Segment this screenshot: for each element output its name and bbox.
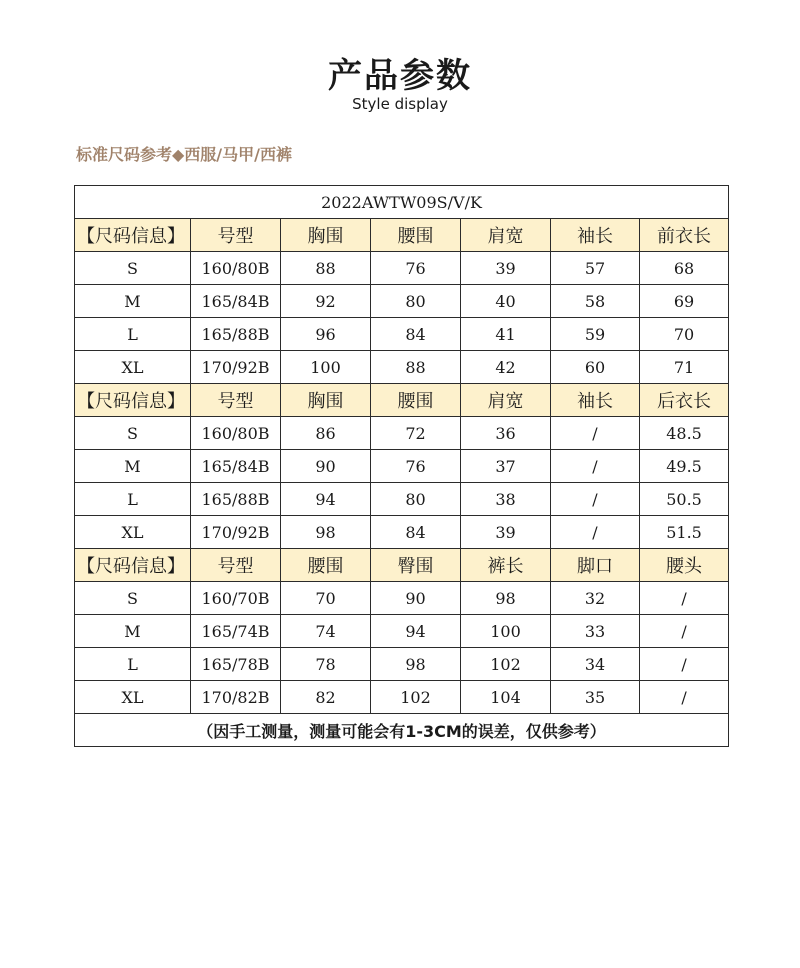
table-cell: 98 <box>281 516 371 549</box>
size-label: L <box>75 648 191 681</box>
table-cell: 82 <box>281 681 371 714</box>
table-row <box>75 648 729 681</box>
column-header: 腰围 <box>371 384 461 417</box>
table-cell: 76 <box>371 450 461 483</box>
size-label: M <box>75 450 191 483</box>
section-label: 标准尺码参考◆西服/马甲/西裤 <box>76 145 292 164</box>
table-cell: 70 <box>281 582 371 615</box>
table-cell: 165/74B <box>191 615 281 648</box>
table-cell: 86 <box>281 417 371 450</box>
table-cell: 34 <box>551 648 640 681</box>
page-title: 产品参数 <box>328 56 472 96</box>
table-cell: / <box>551 483 640 516</box>
size-label: S <box>75 252 191 285</box>
table-row <box>75 285 729 318</box>
column-header: 袖长 <box>551 219 640 252</box>
table-cell: 165/84B <box>191 285 281 318</box>
table-row <box>75 318 729 351</box>
table-cell: 70 <box>640 318 729 351</box>
table-row <box>75 615 729 648</box>
table-cell: 90 <box>371 582 461 615</box>
table-cell: 57 <box>551 252 640 285</box>
table-cell: 90 <box>281 450 371 483</box>
size-label: M <box>75 285 191 318</box>
table-row <box>75 582 729 615</box>
header-row <box>75 219 729 252</box>
table-row <box>75 681 729 714</box>
table-cell: 170/92B <box>191 516 281 549</box>
table-row <box>75 450 729 483</box>
table-cell: / <box>551 450 640 483</box>
table-cell: 50.5 <box>640 483 729 516</box>
table-cell: / <box>640 615 729 648</box>
table-cell: 60 <box>551 351 640 384</box>
table-cell: 74 <box>281 615 371 648</box>
table-cell: 69 <box>640 285 729 318</box>
table-cell: 80 <box>371 483 461 516</box>
column-header: 腰围 <box>371 219 461 252</box>
column-header: 胸围 <box>281 219 371 252</box>
column-header: 前衣长 <box>640 219 729 252</box>
note-row <box>75 714 729 747</box>
table-cell: 104 <box>461 681 551 714</box>
size-label: XL <box>75 681 191 714</box>
table-cell: 39 <box>461 252 551 285</box>
table-cell: 49.5 <box>640 450 729 483</box>
table-cell: 98 <box>371 648 461 681</box>
size-label: L <box>75 318 191 351</box>
size-label: L <box>75 483 191 516</box>
table-cell: 165/88B <box>191 483 281 516</box>
table-cell: / <box>551 516 640 549</box>
table-cell: 160/80B <box>191 252 281 285</box>
table-cell: 71 <box>640 351 729 384</box>
style-code-row <box>75 186 729 219</box>
size-label: M <box>75 615 191 648</box>
table-row <box>75 351 729 384</box>
table-cell: 88 <box>371 351 461 384</box>
column-header: 后衣长 <box>640 384 729 417</box>
table-cell: 51.5 <box>640 516 729 549</box>
table-cell: 94 <box>371 615 461 648</box>
table-cell: 165/84B <box>191 450 281 483</box>
column-header: 脚口 <box>551 549 640 582</box>
size-label: XL <box>75 351 191 384</box>
size-chart-table <box>74 185 729 747</box>
column-header: 号型 <box>191 384 281 417</box>
table-cell: 38 <box>461 483 551 516</box>
table-cell: 102 <box>371 681 461 714</box>
table-cell: 42 <box>461 351 551 384</box>
table-cell: / <box>551 417 640 450</box>
size-label: S <box>75 417 191 450</box>
table-cell: 160/80B <box>191 417 281 450</box>
table-cell: 96 <box>281 318 371 351</box>
table-cell: 37 <box>461 450 551 483</box>
table-cell: / <box>640 582 729 615</box>
table-cell: 78 <box>281 648 371 681</box>
table-cell: 58 <box>551 285 640 318</box>
table-cell: 170/82B <box>191 681 281 714</box>
table-cell: 33 <box>551 615 640 648</box>
header-row <box>75 384 729 417</box>
column-header: 臀围 <box>371 549 461 582</box>
table-cell: 36 <box>461 417 551 450</box>
table-cell: 102 <box>461 648 551 681</box>
table-row <box>75 252 729 285</box>
table-row <box>75 483 729 516</box>
column-header: 袖长 <box>551 384 640 417</box>
table-cell: 84 <box>371 516 461 549</box>
table-cell: 84 <box>371 318 461 351</box>
column-header: 【尺码信息】 <box>75 219 191 252</box>
table-cell: 80 <box>371 285 461 318</box>
table-cell: 76 <box>371 252 461 285</box>
column-header: 【尺码信息】 <box>75 384 191 417</box>
table-cell: 48.5 <box>640 417 729 450</box>
column-header: 号型 <box>191 549 281 582</box>
table-cell: 100 <box>281 351 371 384</box>
size-label: S <box>75 582 191 615</box>
table-cell: 59 <box>551 318 640 351</box>
table-cell: 100 <box>461 615 551 648</box>
table-cell: 68 <box>640 252 729 285</box>
table-cell: 160/70B <box>191 582 281 615</box>
column-header: 【尺码信息】 <box>75 549 191 582</box>
column-header: 腰头 <box>640 549 729 582</box>
table-row <box>75 417 729 450</box>
table-row <box>75 516 729 549</box>
column-header: 腰围 <box>281 549 371 582</box>
table-cell: 88 <box>281 252 371 285</box>
column-header: 胸围 <box>281 384 371 417</box>
column-header: 裤长 <box>461 549 551 582</box>
table-cell: 39 <box>461 516 551 549</box>
table-cell: 98 <box>461 582 551 615</box>
table-cell: 94 <box>281 483 371 516</box>
style-code: 2022AWTW09S/V/K <box>75 186 729 219</box>
table-cell: 41 <box>461 318 551 351</box>
table-cell: 170/92B <box>191 351 281 384</box>
size-label: XL <box>75 516 191 549</box>
page-subtitle: Style display <box>352 95 448 113</box>
column-header: 号型 <box>191 219 281 252</box>
column-header: 肩宽 <box>461 384 551 417</box>
table-cell: 165/78B <box>191 648 281 681</box>
measurement-note: （因手工测量，测量可能会有1-3CM的误差，仅供参考） <box>75 714 729 747</box>
table-cell: / <box>640 648 729 681</box>
table-cell: 72 <box>371 417 461 450</box>
table-cell: 165/88B <box>191 318 281 351</box>
table-cell: 32 <box>551 582 640 615</box>
table-cell: 35 <box>551 681 640 714</box>
column-header: 肩宽 <box>461 219 551 252</box>
header-row <box>75 549 729 582</box>
table-cell: 40 <box>461 285 551 318</box>
table-cell: / <box>640 681 729 714</box>
table-cell: 92 <box>281 285 371 318</box>
